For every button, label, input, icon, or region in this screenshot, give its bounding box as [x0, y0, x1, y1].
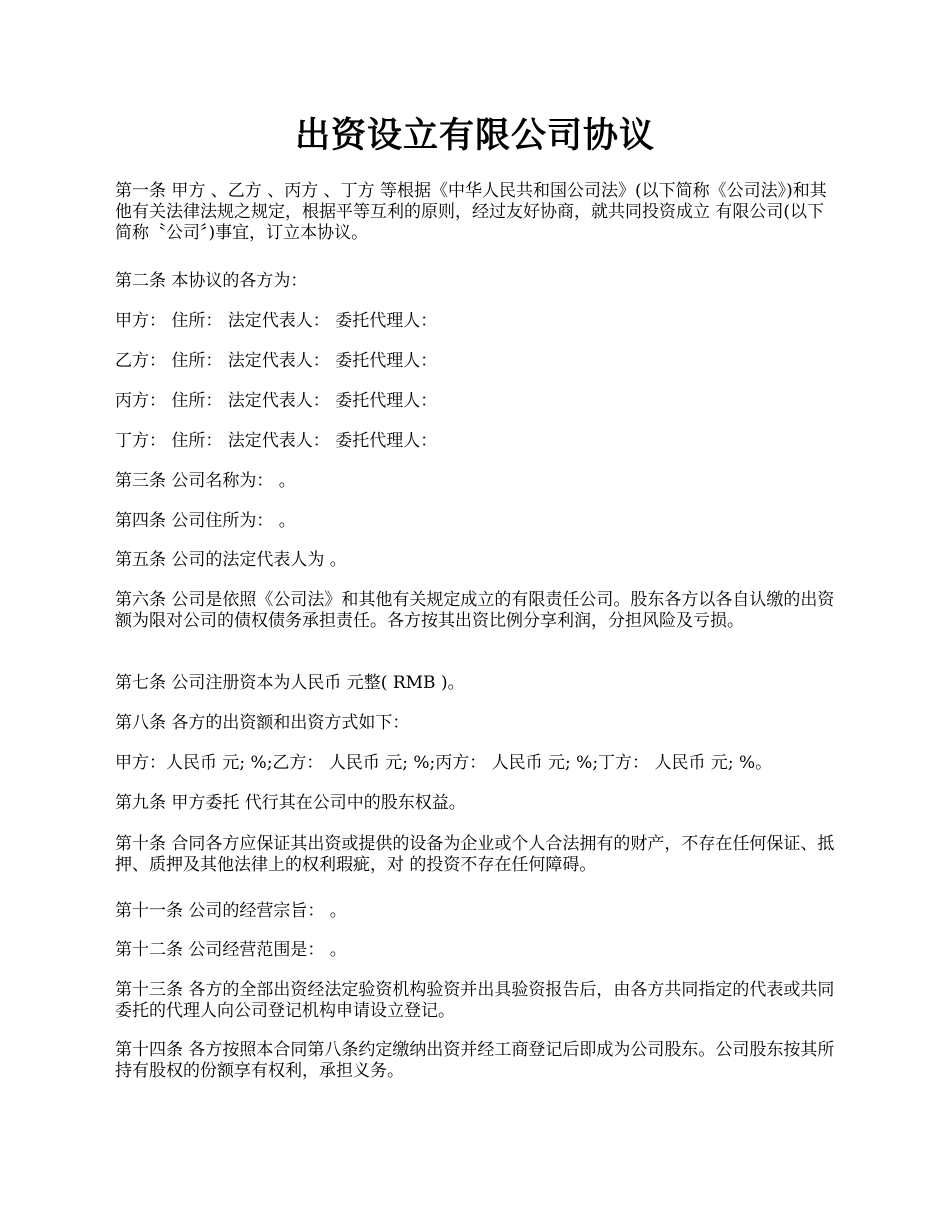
party-d-line: 丁方： 住所： 法定代表人： 委托代理人： [115, 431, 438, 451]
party-c-line: 丙方： 住所： 法定代表人： 委托代理人： [115, 391, 438, 411]
clause-5: 第五条 公司的法定代表人为 。 [115, 550, 347, 570]
clause-6: 第六条 公司是依照《公司法》和其他有关规定成立的有限责任公司。股东各方以各自认缴的出资额为限对公司的债权债务承担责任。各方按其出资比例分享利润，分担风险及亏损。 [115, 590, 835, 631]
clause-3: 第三条 公司名称为： 。 [115, 471, 296, 491]
clause-10: 第十条 合同各方应保证其出资或提供的设备为企业或个人合法拥有的财产，不存在任何保证、抵押、质押及其他法律上的权利瑕疵，对 的投资不存在任何障碍。 [115, 834, 835, 875]
clause-9: 第九条 甲方委托 代行其在公司中的股东权益。 [115, 793, 466, 813]
document-title: 出资设立有限公司协议 [294, 115, 655, 156]
clause-7: 第七条 公司注册资本为人民币 元整( RMB )。 [115, 673, 465, 693]
clause-2: 第二条 本协议的各方为： [115, 271, 308, 291]
contribution-line: 甲方：人民币 元; %;乙方： 人民币 元; %;丙方： 人民币 元; %;丁方： 人民币 元; %。 [115, 753, 773, 773]
clause-11: 第十一条 公司的经营宗旨： 。 [115, 901, 347, 921]
party-b-line: 乙方： 住所： 法定代表人： 委托代理人： [115, 351, 438, 371]
clause-13: 第十三条 各方的全部出资经法定验资机构验资并出具验资报告后，由各方共同指定的代表或共同委托的代理人向公司登记机构申请设立登记。 [115, 980, 835, 1021]
clause-12: 第十二条 公司经营范围是： 。 [115, 940, 347, 960]
clause-8: 第八条 各方的出资额和出资方式如下： [115, 713, 410, 733]
clause-1: 第一条 甲方 、乙方 、丙方 、丁方 等根据《中华人民共和国公司法》(以下简称《公司法》)和其他有关法律法规之规定，根据平等互利的原则，经过友好协商，就共同投资成立 有限公司(以下简称〝公司〞)事宜，订立本协议。 [115, 181, 827, 243]
clause-4: 第四条 公司住所为： 。 [115, 511, 296, 531]
party-a-line: 甲方： 住所： 法定代表人： 委托代理人： [115, 311, 438, 331]
clause-14: 第十四条 各方按照本合同第八条约定缴纳出资并经工商登记后即成为公司股东。公司股东按其所持有股权的份额享有权利，承担义务。 [115, 1040, 835, 1081]
